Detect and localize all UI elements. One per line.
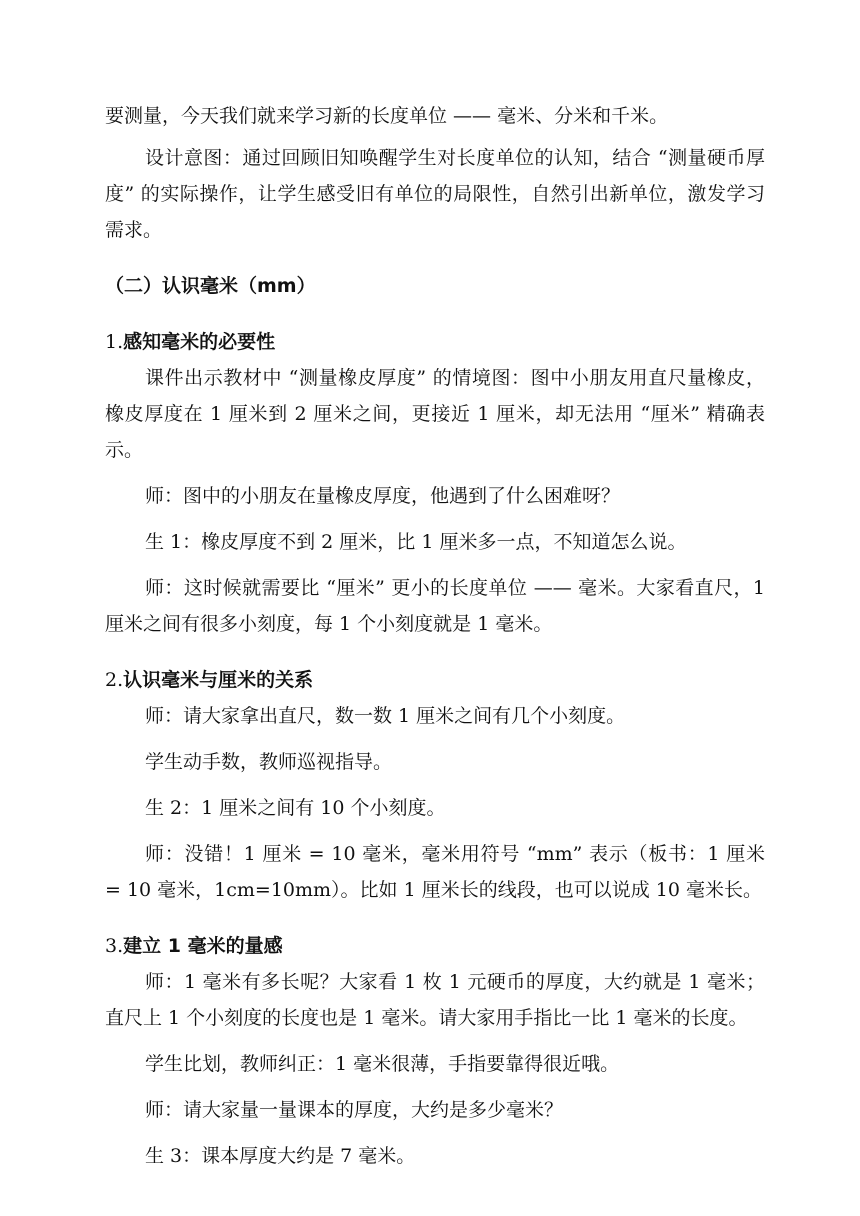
subheading-number: 3. xyxy=(105,935,124,957)
paragraph-student-1: 生 1：橡皮厚度不到 2 厘米，比 1 厘米多一点，不知道怎么说。 xyxy=(145,531,687,553)
subheading-necessity xyxy=(105,324,765,360)
paragraph-teacher-6: 师：请大家量一量课本的厚度，大约是多少毫米？ xyxy=(145,1099,564,1121)
subheading-number: 1. xyxy=(105,331,124,353)
paragraph-courseware: 课件出示教材中 “测量橡皮厚度” 的情境图：图中小朋友用直尺量橡皮，橡皮厚度在 1 厘米到 2 厘米之间，更接近 1 厘米，却无法用 “厘米” 精确表示。 xyxy=(105,367,765,461)
subheading-text: 建立 1 毫米的量感 xyxy=(123,935,283,957)
paragraph-student-3: 生 3：课本厚度大约是 7 毫米。 xyxy=(145,1145,416,1167)
paragraph-teacher-5: 师：1 毫米有多长呢？大家看 1 枚 1 元硬币的厚度，大约就是 1 毫米；直尺上 1 个小刻度的长度也是 1 毫米。请大家用手指比一比 1 毫米的长度。 xyxy=(105,971,765,1029)
paragraph-intro-end: 要测量，今天我们就来学习新的长度单位 —— 毫米、分米和千米。 xyxy=(105,105,669,127)
section-heading-millimeter: （二）认识毫米（mm） xyxy=(105,275,316,297)
subheading-sense xyxy=(105,928,765,964)
subheading-relation xyxy=(105,662,765,698)
paragraph-teacher-3: 师：请大家拿出直尺，数一数 1 厘米之间有几个小刻度。 xyxy=(145,705,626,727)
paragraph-teacher-1: 师：图中的小朋友在量橡皮厚度，他遇到了什么困难呀？ xyxy=(145,485,621,507)
subheading-number: 2. xyxy=(105,669,124,691)
paragraph-activity-2: 学生比划，教师纠正：1 毫米很薄，手指要靠得很近哦。 xyxy=(145,1053,620,1075)
document-page xyxy=(105,98,765,1174)
paragraph-design-intent: 设计意图：通过回顾旧知唤醒学生对长度单位的认知，结合 “测量硬币厚度” 的实际操作，让学生感受旧有单位的局限性，自然引出新单位，激发学习需求。 xyxy=(105,147,765,241)
subheading-text: 感知毫米的必要性 xyxy=(123,331,276,353)
paragraph-teacher-2: 师：这时候就需要比 “厘米” 更小的长度单位 —— 毫米。大家看直尺，1 厘米之间有很多小刻度，每 1 个小刻度就是 1 毫米。 xyxy=(105,577,765,635)
subheading-text: 认识毫米与厘米的关系 xyxy=(123,669,314,691)
paragraph-student-2: 生 2：1 厘米之间有 10 个小刻度。 xyxy=(145,797,446,819)
paragraph-activity-1: 学生动手数，教师巡视指导。 xyxy=(145,751,393,773)
paragraph-teacher-4: 师：没错！1 厘米 = 10 毫米，毫米用符号 “mm” 表示（板书：1 厘米 = 10 毫米，1cm=10mm）。比如 1 厘米长的线段，也可以说成 10 毫米长。 xyxy=(105,843,765,901)
